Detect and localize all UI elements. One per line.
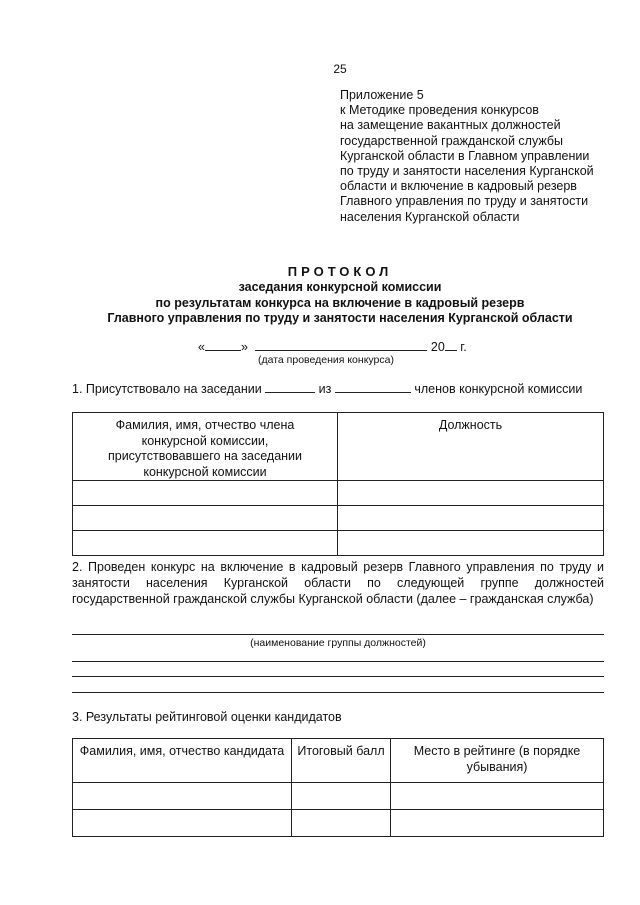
- title-line: по результатам конкурса на включение в кадровый резерв: [155, 295, 525, 310]
- table-cell[interactable]: [73, 531, 338, 556]
- title-line: заседания конкурсной комиссии: [238, 279, 442, 294]
- appendix-line: Курганской области в Главном управлении: [340, 148, 590, 163]
- col-total-score: Итоговый балл: [292, 739, 391, 783]
- appendix-line: по труду и занятости населения Курганской: [340, 164, 594, 179]
- table-cell[interactable]: [73, 810, 292, 837]
- table-row: [73, 810, 604, 837]
- appendix-line: Приложение 5: [340, 88, 424, 102]
- table-cell[interactable]: [73, 506, 338, 531]
- year-blank[interactable]: [445, 340, 457, 351]
- table-cell[interactable]: [338, 531, 604, 556]
- month-blank[interactable]: [255, 340, 427, 351]
- section-1: [72, 382, 604, 398]
- table-cell[interactable]: [391, 783, 604, 810]
- appendix-note: [340, 88, 630, 225]
- table-cell[interactable]: [338, 506, 604, 531]
- table-header-row: [73, 413, 604, 481]
- page-number: 25: [333, 62, 347, 76]
- total-count-blank[interactable]: [335, 382, 411, 393]
- table-row: [73, 506, 604, 531]
- section1-suffix: членов конкурсной комиссии: [414, 382, 583, 396]
- table-row: [73, 481, 604, 506]
- appendix-line: государственной гражданской службы: [340, 133, 563, 148]
- appendix-line: населения Курганской области: [340, 209, 520, 224]
- section1-middle: из: [318, 382, 332, 396]
- year-prefix: 20: [430, 340, 445, 354]
- title-line: Главного управления по труду и занятости населения Курганской области: [107, 311, 573, 326]
- day-blank[interactable]: [205, 340, 241, 351]
- table-cell[interactable]: [292, 783, 391, 810]
- present-count-blank[interactable]: [265, 382, 315, 393]
- appendix-line: к Методике проведения конкурсов: [340, 103, 539, 118]
- col-position: Должность: [338, 413, 604, 481]
- appendix-line: Главного управления по труду и занятости: [340, 194, 589, 209]
- appendix-line: на замещение вакантных должностей: [340, 118, 561, 133]
- fill-line[interactable]: [72, 661, 604, 662]
- col-rank: Место в рейтинге (в порядке убывания): [391, 739, 604, 783]
- table-cell[interactable]: [391, 810, 604, 837]
- table-cell[interactable]: [73, 481, 338, 506]
- year-suffix: г.: [460, 340, 467, 354]
- table-row: [73, 531, 604, 556]
- table-cell[interactable]: [73, 783, 292, 810]
- group-fill-line[interactable]: [72, 634, 604, 635]
- col-member-name: Фамилия, имя, отчество члена конкурсной комиссии, присутствовавшего на заседании конкурсной комиссии: [73, 413, 338, 481]
- table-cell[interactable]: [338, 481, 604, 506]
- section-3-title: 3. Результаты рейтинговой оценки кандидатов: [72, 710, 342, 724]
- section1-prefix: 1. Присутствовало на заседании: [72, 382, 262, 396]
- open-quote: «: [198, 340, 205, 354]
- members-table: [72, 412, 604, 556]
- close-quote: »: [240, 340, 248, 354]
- table-row: [73, 783, 604, 810]
- table-cell[interactable]: [292, 810, 391, 837]
- appendix-line: области и включение в кадровый резерв: [340, 179, 577, 194]
- document-title: [60, 264, 620, 327]
- date-line: [0, 340, 640, 372]
- date-caption: (дата проведения конкурса): [258, 354, 394, 366]
- title-main: ПРОТОКОЛ: [287, 264, 393, 279]
- section-2-text: 2. Проведен конкурс на включение в кадровый резерв Главного управления по труду и занятости населения Курганской области по следующей группе должностей государственной гражданской службы Курганской области (далее – гражданская служба): [72, 560, 604, 606]
- table-header-row: [73, 739, 604, 783]
- candidates-table: [72, 738, 604, 837]
- fill-line[interactable]: [72, 692, 604, 693]
- fill-line[interactable]: [72, 676, 604, 677]
- col-candidate-name: Фамилия, имя, отчество кандидата: [73, 739, 292, 783]
- group-caption: (наименование группы должностей): [250, 637, 426, 649]
